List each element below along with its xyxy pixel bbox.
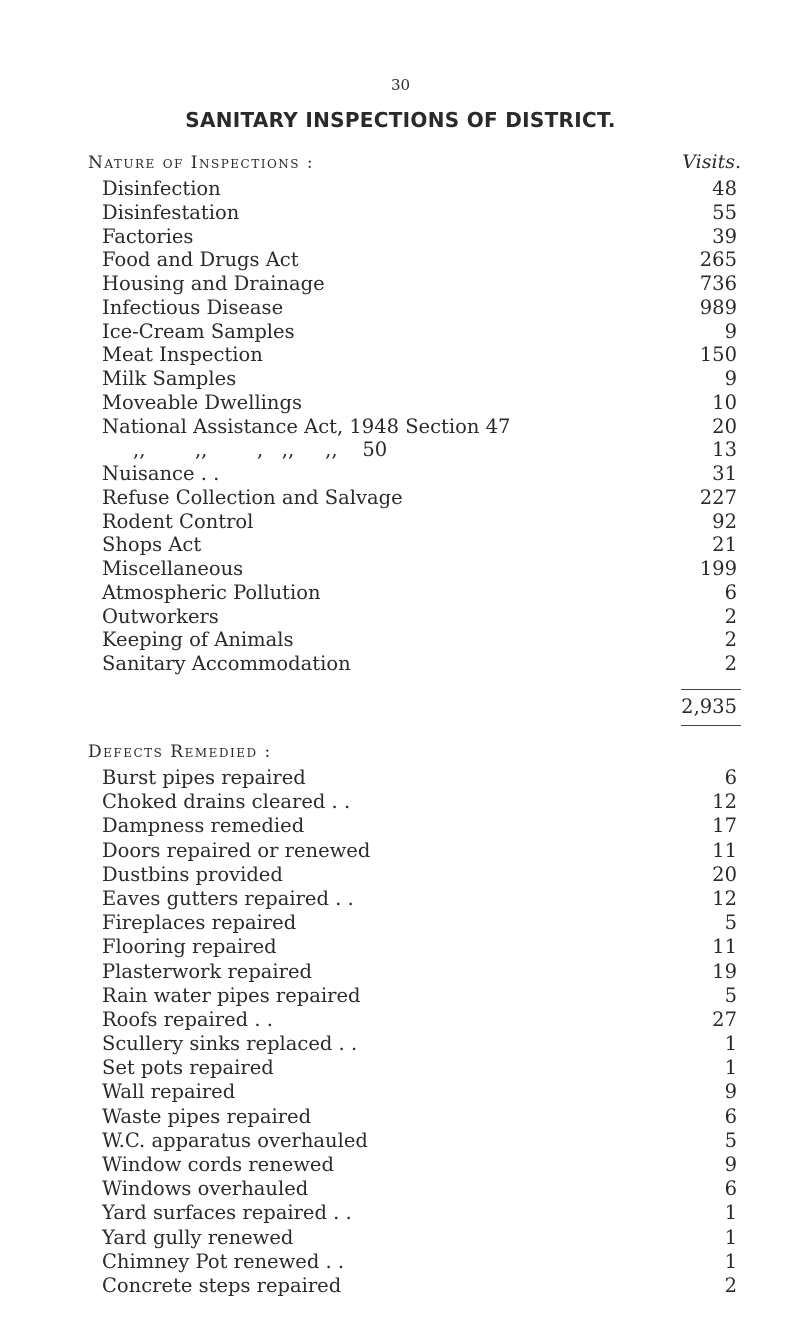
table-row (0, 814, 801, 838)
row-value: 227 (699, 485, 737, 509)
row-value: 9 (724, 319, 737, 343)
row-label: Chimney Pot renewed . . (102, 1249, 345, 1273)
table-row (0, 1153, 801, 1177)
row-label: Ice-Cream Samples (102, 319, 295, 343)
row-label: Yard surfaces repaired . . (102, 1201, 352, 1225)
row-label: Rain water pipes repaired (102, 983, 361, 1007)
table-row (0, 296, 801, 320)
table-row (0, 462, 801, 486)
row-value: 736 (699, 272, 737, 295)
inspections-heading: Nature of Inspections : (88, 153, 315, 173)
row-label: Dustbins provided (102, 862, 283, 886)
row-label: Set pots repaired (102, 1056, 274, 1080)
row-label: Window cords renewed (102, 1153, 334, 1176)
row-value: 9 (724, 367, 737, 390)
inspections-total: 2,935 (681, 695, 737, 718)
row-value: 27 (712, 1007, 737, 1031)
table-row (0, 1129, 801, 1153)
row-value: 199 (699, 557, 737, 580)
table-row (0, 557, 801, 581)
row-value: 9 (724, 1080, 737, 1104)
table-row (0, 1201, 801, 1225)
row-label: Disinfestation (102, 200, 240, 224)
table-row (0, 1226, 801, 1250)
table-row (0, 177, 801, 201)
table-row (0, 1008, 801, 1032)
row-label: Outworkers (102, 604, 219, 628)
row-value: 2 (724, 1273, 737, 1297)
table-row (0, 935, 801, 959)
row-value: 39 (712, 224, 737, 248)
table-row (0, 887, 801, 911)
table-row (0, 766, 801, 790)
table-row (0, 343, 801, 367)
row-label: Plasterwork repaired (102, 959, 313, 983)
row-value: 11 (712, 935, 737, 959)
table-row (0, 790, 801, 814)
row-label: Refuse Collection and Salvage (102, 485, 403, 509)
table-row (0, 438, 801, 462)
row-value: 55 (712, 200, 737, 224)
row-label: Keeping of Animals (102, 628, 294, 652)
row-label: Milk Samples (102, 367, 237, 390)
row-label: Moveable Dwellings (102, 390, 302, 414)
row-value: 150 (699, 343, 737, 367)
table-row (0, 248, 801, 272)
row-label: Scullery sinks replaced . . (102, 1032, 358, 1056)
row-value: 1 (724, 1201, 737, 1225)
total-rule-bottom (681, 725, 741, 726)
row-value: 5 (724, 983, 737, 1007)
table-row (0, 533, 801, 557)
table-row (0, 1250, 801, 1274)
row-label: Factories (102, 224, 194, 248)
row-label: Food and Drugs Act (102, 248, 299, 272)
row-label: National Assistance Act, 1948 Section 47 (102, 414, 511, 438)
row-value: 10 (712, 390, 737, 414)
row-label: Atmospheric Pollution (102, 580, 321, 604)
table-row (0, 839, 801, 863)
row-value: 31 (712, 462, 737, 485)
row-value: 21 (712, 533, 737, 557)
row-value: 5 (724, 1128, 737, 1152)
defects-list (0, 766, 801, 1298)
table-row (0, 272, 801, 296)
row-value: 6 (724, 766, 737, 789)
row-value: 20 (712, 862, 737, 886)
row-value: 2 (724, 604, 737, 628)
row-label: ,, ,, , ,, ,, 50 (102, 438, 388, 462)
row-label: Dampness remedied (102, 814, 305, 838)
row-label: Disinfection (102, 177, 221, 200)
table-row (0, 1177, 801, 1201)
row-label: Concrete steps repaired (102, 1273, 342, 1297)
table-row (0, 863, 801, 887)
table-row (0, 605, 801, 629)
row-value: 1 (724, 1249, 737, 1273)
table-row (0, 984, 801, 1008)
total-rule (681, 689, 741, 690)
row-value: 48 (712, 177, 737, 200)
table-row (0, 486, 801, 510)
row-value: 20 (712, 414, 737, 438)
row-value: 17 (712, 814, 737, 838)
row-label: Infectious Disease (102, 295, 284, 319)
row-label: Fireplaces repaired (102, 911, 297, 935)
row-label: Eaves gutters repaired . . (102, 886, 354, 910)
table-row (0, 581, 801, 605)
table-row (0, 201, 801, 225)
row-value: 6 (724, 1104, 737, 1128)
row-value: 13 (712, 438, 737, 462)
row-value: 265 (699, 248, 737, 272)
row-label: Shops Act (102, 533, 202, 557)
visits-column-heading: Visits. (682, 151, 741, 173)
row-label: Nuisance . . (102, 462, 220, 485)
row-label: Wall repaired (102, 1080, 236, 1104)
row-label: W.C. apparatus overhauled (102, 1128, 368, 1152)
row-value: 1 (724, 1056, 737, 1080)
table-row (0, 1080, 801, 1104)
row-label: Doors repaired or renewed (102, 838, 371, 862)
row-value: 1 (724, 1032, 737, 1056)
table-row (0, 367, 801, 391)
row-label: Waste pipes repaired (102, 1104, 312, 1128)
row-value: 92 (712, 509, 737, 533)
row-value: 6 (724, 580, 737, 604)
page-number: 30 (390, 76, 411, 94)
table-row (0, 628, 801, 652)
row-label: Rodent Control (102, 509, 254, 533)
table-row (0, 1056, 801, 1080)
table-row (0, 225, 801, 249)
table-row (0, 510, 801, 534)
table-row (0, 320, 801, 344)
page-title: SANITARY INSPECTIONS OF DISTRICT. (185, 108, 616, 132)
row-value: 1 (724, 1225, 737, 1249)
table-row (0, 1105, 801, 1129)
row-value: 6 (724, 1177, 737, 1201)
table-row (0, 415, 801, 439)
row-value: 2 (724, 628, 737, 652)
row-label: Meat Inspection (102, 343, 263, 367)
inspections-list (0, 177, 801, 676)
row-label: Miscellaneous (102, 557, 244, 580)
row-label: Yard gully renewed (102, 1225, 294, 1249)
row-value: 12 (712, 790, 737, 814)
table-row (0, 652, 801, 676)
row-value: 989 (699, 295, 737, 319)
table-row (0, 960, 801, 984)
table-row (0, 911, 801, 935)
row-value: 9 (724, 1153, 737, 1176)
table-row (0, 1032, 801, 1056)
row-label: Windows overhauled (102, 1177, 309, 1201)
row-label: Choked drains cleared . . (102, 790, 351, 814)
row-label: Flooring repaired (102, 935, 277, 959)
row-value: 5 (724, 911, 737, 935)
defects-heading: Defects Remedied : (88, 742, 272, 762)
table-row (0, 391, 801, 415)
table-row (0, 1274, 801, 1298)
row-label: Roofs repaired . . (102, 1007, 273, 1031)
row-value: 2 (724, 652, 737, 675)
row-label: Housing and Drainage (102, 272, 325, 295)
row-value: 11 (712, 838, 737, 862)
row-value: 12 (712, 886, 737, 910)
row-value: 19 (712, 959, 737, 983)
row-label: Sanitary Accommodation (102, 652, 351, 675)
row-label: Burst pipes repaired (102, 766, 306, 789)
